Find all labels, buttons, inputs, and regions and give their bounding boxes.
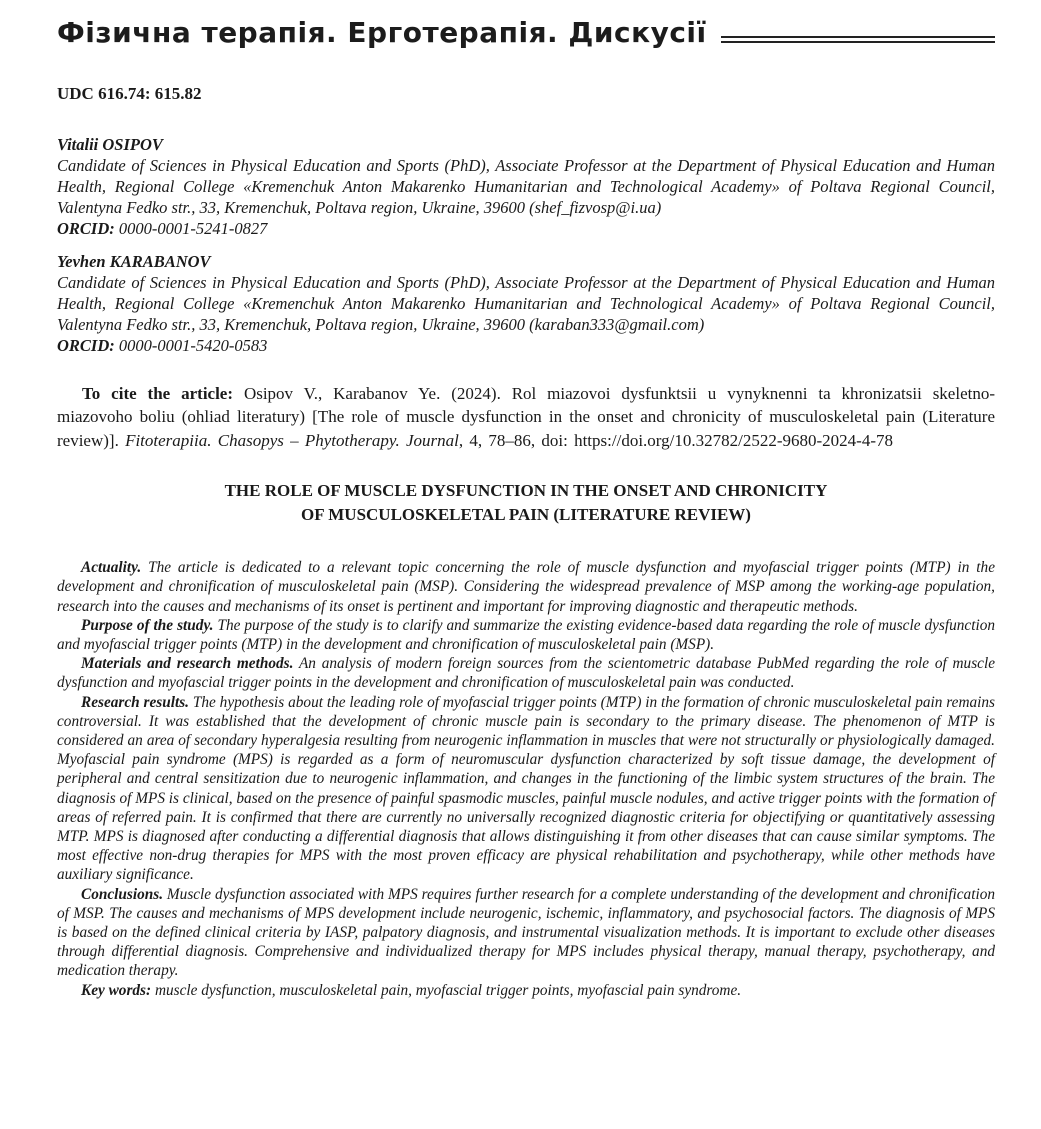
article-title	[57, 479, 995, 527]
article-title-line1: THE ROLE OF MUSCLE DYSFUNCTION IN THE ONSET AND CHRONICITY	[224, 481, 828, 501]
author-affiliation: Candidate of Sciences in Physical Education and Sports (PhD), Associate Professor at the Department of Physical Education and Human Health, Regional College «Kremenchuk Anton Makarenko Humanitarian and Technological Academy» of Poltava Regional Council, Valentyna Fedko str., 33, Kremenchuk, Poltava region, Ukraine, 39600 (shef_fizvosp@i.ua)	[57, 155, 995, 217]
section-text: The purpose of the study is to clarify and summarize the existing evidence-based data regarding the role of muscle dysfunction and myofascial trigger points (MTP) in the development and chronification of musculoskeletal pain (MSP).	[57, 616, 995, 653]
section-label: Key words:	[81, 981, 152, 999]
abstract-section-purpose	[57, 616, 995, 654]
section-label: Conclusions.	[81, 885, 164, 903]
author-block-karabanov	[57, 251, 995, 356]
citation-label: To cite the article:	[82, 383, 234, 403]
citation-doi-text: , 4, 78–86, doi: https://doi.org/10.32782/2522-9680-2024-4-78	[458, 430, 893, 450]
section-label: Actuality.	[81, 559, 142, 577]
abstract-section-conclusions	[57, 885, 995, 981]
author-block-osipov	[57, 134, 995, 239]
author-orcid-line	[57, 218, 995, 239]
rubric-double-rule	[721, 36, 995, 43]
section-text: Muscle dysfunction associated with MPS requires further research for a complete understanding of the development and chronification of MSP. The causes and mechanisms of MPS development include neurogenic, ischemic, inflammatory, and psychosocial factors. The diagnosis of MPS is based on the defined clinical criteria by IASP, palpatory diagnosis, and instrumental visualization methods. It is important to exclude other diseases through differential diagnosis. Comprehensive and individualized therapy for MPS includes physical therapy, manual therapy, psychotherapy, and medication therapy.	[57, 885, 995, 980]
section-label: Purpose of the study.	[81, 616, 214, 634]
citation-text: Osipov V., Karabanov Ye. (2024). Rol miazovoi dysfunktsii u vynyknenni ta khronizatsii skeletno-miazovoho boliu (ohliad literatury) [The role of muscle dysfunction in the onset and chronicity of musculoskeletal pain (Literature review)].	[57, 383, 996, 450]
orcid-label: ORCID:	[57, 218, 115, 238]
orcid-value: 0000-0001-5420-0583	[118, 335, 268, 355]
author-orcid-line	[57, 335, 995, 356]
orcid-value: 0000-0001-5241-0827	[118, 218, 268, 238]
rubric-title: Фізична терапія. Ерготерапія. Дискусії	[57, 16, 707, 49]
article-title-line2: OF MUSCULOSKELETAL PAIN (LITERATURE REVIEW)	[301, 505, 751, 525]
section-text: The hypothesis about the leading role of myofascial trigger points (MTP) in the formation of chronic musculoskeletal pain remains controversial. It was established that the development of chronic muscle pain is secondary to the primary disease. The phenomenon of MTP is considered an area of secondary hyperalgesia resulting from neurogenic inflammation in muscles that were not structurally or physiologically damaged. Myofascial pain syndrome (MPS) is regarded as a form of neuromuscular dysfunction characterized by soft tissue damage, the development of peripheral and central sensitization due to neurogenic inflammation, and changes in the functioning of the limbic system structures of the brain. The diagnosis of MPS is clinical, based on the presence of painful spasmodic muscles, painful muscle nodules, and active trigger points with the formation of areas of referred pain. It is confirmed that there are currently no universally recognized diagnostic criteria for objectifying or quantitatively assessing MTP. MPS is diagnosed after conducting a differential diagnosis that allows distinguishing it from other diseases that can cause similar symptoms. The most effective non-drug therapies for MPS with the most proven efficacy are physical rehabilitation and psychotherapy, while other methods have auxiliary significance.	[57, 693, 995, 884]
section-label: Research results.	[81, 693, 189, 711]
udc-code: UDC 616.74: 615.82	[57, 83, 202, 103]
section-text: The article is dedicated to a relevant topic concerning the role of muscle dysfunction and myofascial trigger points (MTP) in the development and chronification of musculoskeletal pain (MSP). Considering the widespread prevalence of MSP among the working-age population, research into the causes and mechanisms of its onset is pertinent and important for improving diagnostic and therapeutic methods.	[57, 559, 995, 615]
journal-name: Fitoterapiia. Chasopys – Phytotherapy. Journal	[125, 430, 459, 450]
citation-paragraph	[57, 382, 995, 453]
author-affiliation: Candidate of Sciences in Physical Education and Sports (PhD), Associate Professor at the Department of Physical Education and Human Health, Regional College «Kremenchuk Anton Makarenko Humanitarian and Technological Academy» of Poltava Regional Council, Valentyna Fedko str., 33, Kremenchuk, Poltava region, Ukraine, 39600 (karaban333@gmail.com)	[57, 272, 995, 334]
abstract-section-results	[57, 693, 995, 885]
section-text: muscle dysfunction, musculoskeletal pain, myofascial trigger points, myofascial pain syndrome.	[154, 981, 742, 999]
author-name: Vitalii OSIPOV	[57, 134, 163, 154]
rubric-header	[57, 16, 995, 50]
abstract	[57, 558, 995, 1000]
abstract-section-keywords	[57, 981, 995, 1000]
section-text: An analysis of modern foreign sources from the scientometric database PubMed regarding the role of muscle dysfunction and myofascial trigger points in the development and chronification of musculoskeletal pain was conducted.	[57, 655, 995, 692]
section-label: Materials and research methods.	[81, 655, 294, 673]
orcid-label: ORCID:	[57, 335, 115, 355]
abstract-section-actuality	[57, 558, 995, 616]
abstract-section-materials	[57, 654, 995, 692]
author-name: Yevhen KARABANOV	[57, 251, 211, 271]
